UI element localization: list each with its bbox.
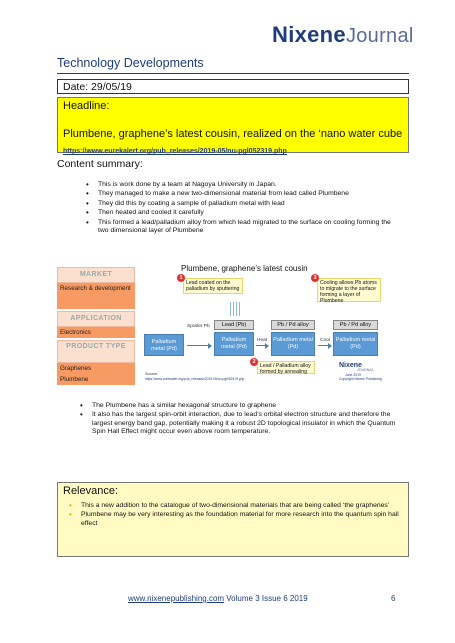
pd-box: Palladium metal (Pd) (144, 334, 184, 356)
section-divider (57, 73, 409, 74)
list-item: • Plumbene may be very interesting as the foundation material for more research into the quantum spin hall effect (63, 511, 403, 528)
step3-callout: Cooling allows Pb atoms to migrate to the surface forming a layer of Plumbene (317, 278, 381, 302)
headline-title: Plumbene, graphene’s latest cousin, realized on the ‘nano water cube (63, 128, 403, 140)
footer (128, 594, 308, 603)
section-title: Technology Developments (57, 56, 204, 70)
lead-layer: Lead (Pb) (214, 320, 254, 330)
journal-logo (272, 22, 414, 48)
brand-name: Nixene (272, 22, 346, 47)
brand-journal: Journal (345, 25, 414, 47)
headline-box (57, 97, 409, 153)
sputter-label: Sputter Pb (187, 324, 210, 329)
list-item: • Then heated and cooled it carefully (80, 209, 400, 217)
step-number: 1 (177, 274, 185, 282)
relevance-box (57, 482, 409, 557)
list-item: • This formed a lead/palladium alloy from which lead migrated to the surface on cooling forming the two dimensional layer of Plumbene (80, 219, 400, 236)
product-item: Graphenes (57, 363, 135, 374)
list-item: • They did this by coating a sample of palladium metal with lead (80, 200, 400, 208)
product-type-heading: PRODUCT TYPE (57, 340, 135, 363)
sputter-arrow (230, 302, 240, 316)
alloy-layer: Pb / Pd alloy (271, 320, 315, 330)
mini-logo-sub: JOURNAL (357, 368, 374, 372)
pd-box: Palladium metal (Pd) (214, 332, 254, 356)
side-panel (57, 267, 135, 385)
relevance-list (63, 502, 403, 528)
figure-title: Plumbene, graphene’s latest cousin (181, 264, 308, 273)
pd-box: Palladium metal (Pd) (271, 332, 315, 356)
arrow (187, 345, 209, 346)
infographic-figure (57, 262, 412, 386)
arrow (318, 345, 329, 346)
market-item: Research & development (57, 283, 135, 309)
list-item: • The Plumbene has a similar hexagonal structure to graphene (74, 402, 404, 410)
headline-label: Headline: (63, 100, 110, 112)
step2-callout: Lead / Palladium alloy formed by annealing (257, 361, 315, 374)
source-link[interactable]: https://www.eurekalert.org/pub_releases/2019-05/nu-pgl052319.php (145, 377, 245, 381)
source-label: Source: (145, 372, 159, 376)
footer-issue: Volume 3 Issue 6 2019 (224, 594, 308, 603)
application-heading: APPLICATION (57, 311, 135, 327)
arrow (256, 345, 266, 346)
market-heading: MARKET (57, 267, 135, 283)
step1-callout: Lead coated on the palladium by sputtering (183, 278, 243, 294)
headline-link[interactable]: https://www.eurekalert.org/pub_releases/2019-05/nu-pgl052319.php (63, 148, 287, 155)
list-item: • It also has the largest spin-orbit interaction, due to lead’s orbital electron structure and therefore the largest energy band gap, potentially making it a robust 2D topological insulator in which the Quantum Spin Hall Effect might occur even above room temperature. (74, 411, 404, 436)
alloy-layer: Pb / Pd alloy (333, 320, 378, 330)
list-item: • They managed to make a new two-dimensional material from lead called Plumbene (80, 190, 400, 198)
product-item: Plumbene (57, 374, 135, 385)
mini-logo-name: Nixene (339, 362, 362, 369)
mini-logo-date: June 2019 (345, 373, 361, 377)
details-list (74, 402, 404, 438)
relevance-label: Relevance: (63, 485, 119, 497)
mini-logo-copyright: Copyright Nixene Publishing (339, 377, 382, 381)
page-number: 6 (391, 594, 396, 603)
pd-box: Palladium metal (Pd) (333, 332, 378, 356)
list-item: • This is work done by a team at Nagoya University in Japan. (80, 181, 400, 189)
step-number: 3 (311, 274, 319, 282)
heat-label: Heat (257, 338, 268, 343)
summary-list (80, 181, 400, 236)
footer-link[interactable]: www.nixenepublishing.com (128, 594, 225, 603)
step-number: 2 (250, 358, 258, 366)
date-box: Date: 29/05/19 (57, 79, 409, 94)
application-item: Electronics (57, 327, 135, 338)
list-item: • This a new addition to the catalogue of two-dimensional materials that are being called ‘the graphenes’ (63, 502, 403, 510)
cool-label: Cool (320, 338, 330, 343)
summary-heading: Content summary: (57, 158, 143, 170)
